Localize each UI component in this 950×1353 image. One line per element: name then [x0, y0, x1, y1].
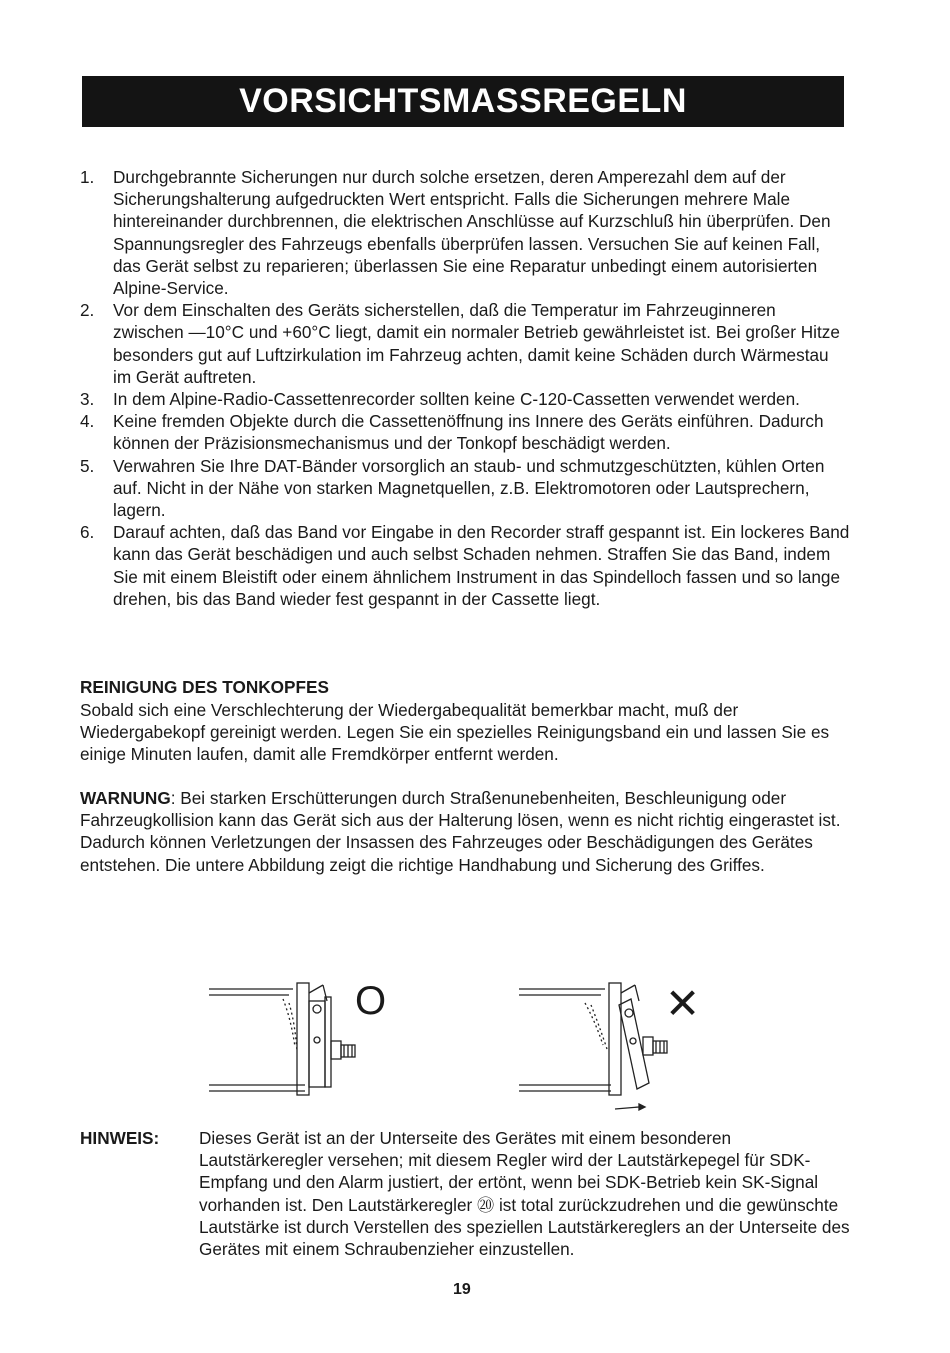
list-item-number: 6.	[80, 522, 95, 543]
list-item	[80, 455, 850, 522]
precautions-list	[80, 166, 850, 610]
list-item	[80, 388, 850, 410]
list-item	[80, 299, 850, 388]
page-title: VORSICHTSMASSREGELN	[239, 82, 687, 120]
list-item-text: Vor dem Einschalten des Geräts sicherstellen, daß die Temperatur im Fahrzeuginneren zwischen —10°C und +60°C liegt, damit ein normaler Betrieb gewährleistet ist. Bei großer Hitze besonders gut auf Luftzirkulation im Fahrzeug achten, damit keine Schäden durch Wärmestau im Gerät auftreten.	[113, 300, 840, 387]
list-item	[80, 410, 850, 454]
cleaning-heading: REINIGUNG DES TONKOPFES	[80, 677, 329, 697]
list-item-number: 4.	[80, 411, 95, 432]
warning-paragraph	[80, 787, 850, 876]
list-item-text: Darauf achten, daß das Band vor Eingabe in den Recorder straff gespannt ist. Ein lockeres Band kann das Gerät beschädigen und auch selbst Schaden nehmen. Straffen Sie das Band, indem Sie mit einem Bleistift oder einem ähnlichem Instrument in das Spindelloch fassen und so lange drehen, bis das Band wieder fest gespannt in der Cassette liegt.	[113, 522, 850, 609]
list-item	[80, 521, 850, 610]
wrong-mounting-figure	[515, 975, 715, 1120]
hint-text: Dieses Gerät ist an der Unterseite des Gerätes mit einem besonderen Lautstärkeregler versehen; mit diesem Regler wird der Lautstärkepegel für SDK-Empfang und den Alarm justiert, der ertönt, wenn bei SDK-Betrieb kein SK-Signal vorhanden ist. Den Lautstärkeregler ⑳ ist total zurückzudrehen und die gewünschte Lautstärke ist durch Verstellen des speziellen Lautstärkereglers an der Unterseite des Gerätes mit einem Schraubenzieher einzustellen.	[199, 1128, 850, 1260]
warning-text: : Bei starken Erschütterungen durch Straßenunebenheiten, Beschleunigung oder Fahrzeugkollision kann das Gerät sich aus der Halterung lösen, wenn es nicht richtig eingerastet ist. Dadurch können Verletzungen der Insassen des Fahrzeuges oder Beschädigungen des Gerätes entstehen. Die untere Abbildung zeigt die richtige Handhabung und Sicherung des Griffes.	[80, 788, 841, 875]
correct-mounting-figure	[205, 975, 425, 1105]
cleaning-text: Sobald sich eine Verschlechterung der Wiedergabequalität bemerkbar macht, muß der Wiedergabekopf gereinigt werden. Legen Sie ein spezielles Reinigungsband ein und lassen Sie es einige Minuten laufen, damit alle Fremdkörper entfernt werden.	[80, 700, 830, 765]
list-item-number: 2.	[80, 300, 95, 321]
hint-label: HINWEIS:	[80, 1128, 160, 1148]
list-item-number: 5.	[80, 455, 95, 476]
list-item-text: Verwahren Sie Ihre DAT-Bänder vorsorglich an staub- und schmutzgeschützten, kühlen Orten auf. Nicht in der Nähe von starken Magnetquellen, z.B. Elektromotoren oder Lautsprechern, lagern.	[113, 455, 825, 521]
wrong-mark: ✕	[665, 980, 701, 1027]
page-number: 19	[453, 1281, 471, 1298]
correct-mark: O	[355, 979, 387, 1023]
correct-mounting-drawing	[205, 975, 425, 1100]
list-item-number: 1.	[80, 167, 95, 187]
list-item-number: 3.	[80, 389, 95, 410]
list-item	[80, 166, 850, 299]
list-item-text: Keine fremden Objekte durch die Cassettenöffnung ins Innere des Geräts einführen. Dadurch können der Präzisionsmechanismus und der Tonkopf beschädigt werden.	[113, 411, 824, 454]
warning-label: WARNUNG	[80, 788, 171, 808]
page-title-banner	[82, 76, 844, 127]
list-item-text: Durchgebrannte Sicherungen nur durch solche ersetzen, deren Amperezahl dem auf der Sicherungshalterung aufgedruckten Wert entspricht. Falls die Sicherungen mehrere Male hintereinander durchbrennen, die elektrischen Anschlüsse auf Kurzschluß hin überprüfen. Den Spannungsregler des Fahrzeugs ebenfalls überprüfen lassen. Versuchen Sie auf keinen Fall, das Gerät selbst zu reparieren; überlassen Sie eine Reparatur unbedingt einem autorisierten Alpine-Service.	[113, 167, 831, 299]
list-item-text: In dem Alpine-Radio-Cassettenrecorder sollten keine C-120-Cassetten verwendet werden.	[113, 389, 800, 410]
